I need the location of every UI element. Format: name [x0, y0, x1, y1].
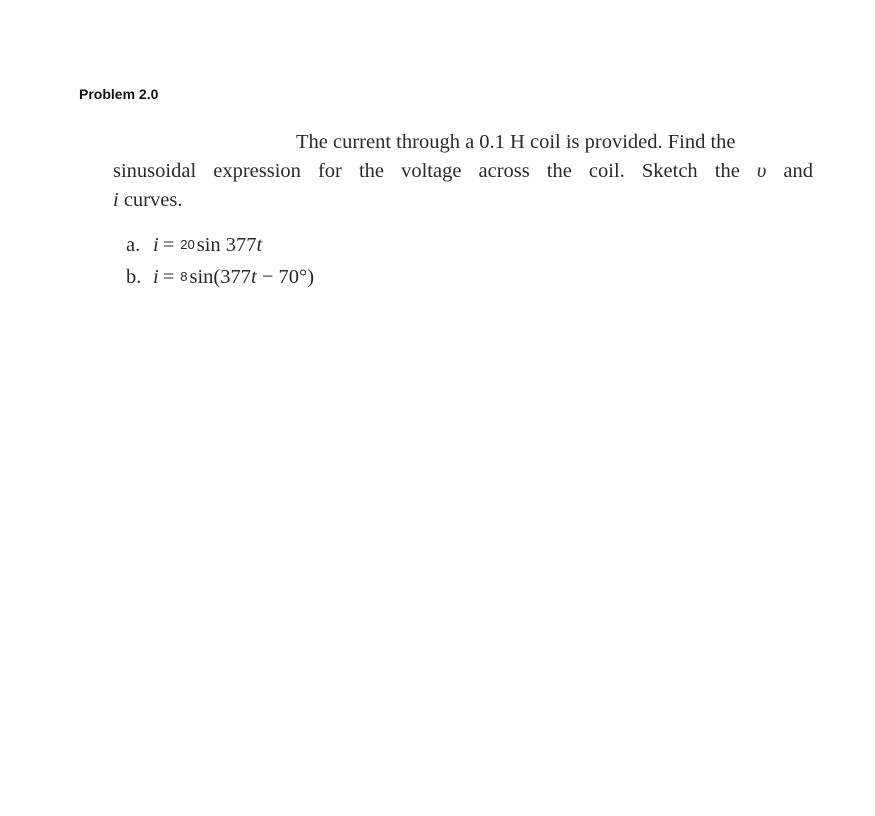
statement-line-3-text: curves.	[118, 189, 183, 211]
part-letter: b.	[126, 266, 142, 288]
part-amplitude: 8	[180, 269, 188, 284]
problem-statement	[113, 128, 813, 215]
statement-line-3	[113, 186, 813, 215]
part-a	[126, 229, 314, 261]
part-lhs: i	[153, 234, 159, 256]
statement-line-2-text: sinusoidal expression for the voltage across the coil. Sketch the	[113, 160, 757, 182]
part-function: sin 377	[196, 234, 257, 256]
part-amplitude: 20	[180, 237, 195, 252]
part-time-variable: t	[256, 234, 263, 256]
voltage-variable: υ	[756, 160, 767, 182]
problem-title: Problem 2.0	[79, 86, 159, 102]
statement-line-1: The current through a 0.1 H coil is provided. Find the	[296, 131, 736, 153]
part-lhs: i	[153, 266, 159, 288]
part-tail: − 70°)	[256, 266, 315, 288]
current-variable: i	[113, 189, 119, 211]
part-time-variable: t	[251, 266, 257, 288]
part-b	[126, 261, 314, 293]
part-letter: a.	[126, 234, 141, 256]
statement-line-2-end: and	[766, 160, 813, 182]
problem-parts	[126, 229, 314, 293]
part-equals: =	[162, 234, 175, 256]
part-function: sin(377	[189, 266, 251, 288]
statement-line-2	[113, 157, 813, 186]
part-equals: =	[162, 266, 175, 288]
